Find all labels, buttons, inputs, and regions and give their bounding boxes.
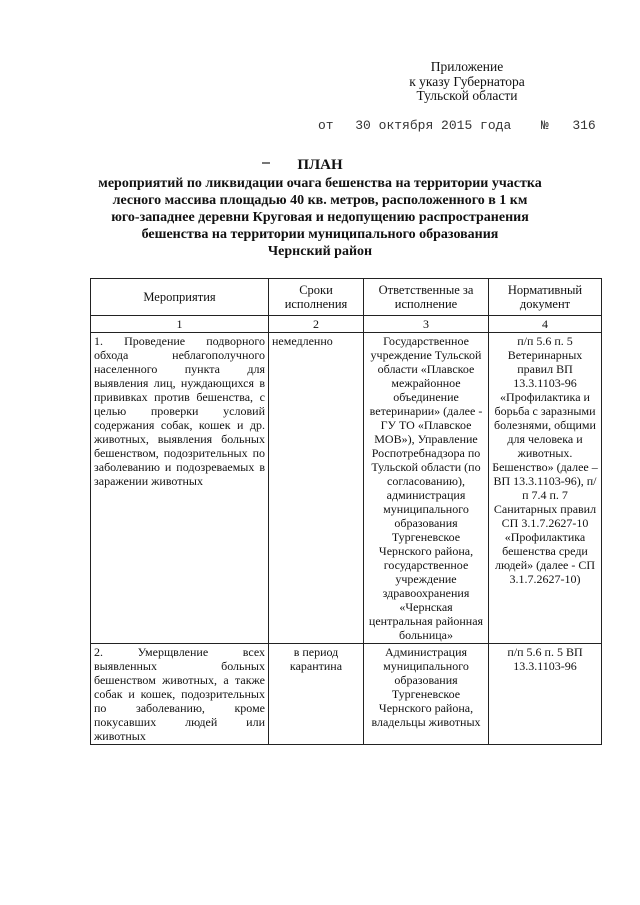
column-number: 3 bbox=[364, 316, 489, 333]
term-cell: немедленно bbox=[269, 333, 364, 644]
column-number: 2 bbox=[269, 316, 364, 333]
order-prefix: от bbox=[318, 118, 334, 133]
term-cell: в период карантина bbox=[269, 644, 364, 745]
measure-cell: 1. Проведение подворного обхода неблагополучного населенного пункта для выявления лиц, нуждающихся в прививках против бешенства, с целью проверки условий содержания собак, кошек и др. животных, выявления больных бешенством, подозрительных по заболеванию и подозреваемых в заражении животных bbox=[91, 333, 269, 644]
table-row bbox=[91, 644, 602, 745]
title-line-4: бешенства на территории муниципального образования bbox=[141, 227, 499, 242]
appendix-line-1: Приложение bbox=[430, 59, 504, 74]
title-line-5: Чернский район bbox=[267, 244, 373, 259]
table-header-row bbox=[91, 279, 602, 316]
appendix-block bbox=[372, 60, 562, 104]
responsible-cell: Государственное учреждение Тульской области «Плавское межрайонное объединение ветеринарии» (далее - ГУ ТО «Плавское МОВ»), Управление Роспотребнадзора по Тульской области (по согласованию), администрация муниципального образования Тургеневское Чернского района, государственное учреждение здравоохранения «Чернская центральная районная больница» bbox=[364, 333, 489, 644]
header-document: Нормативный документ bbox=[489, 279, 602, 316]
order-reference bbox=[318, 118, 596, 133]
document-cell: п/п 5.6 п. 5 ВП 13.3.1103-96 bbox=[489, 644, 602, 745]
document-cell: п/п 5.6 п. 5 Ветеринарных правил ВП 13.3.1103-96 «Профилактика и борьба с заразными болезнями, общими для человека и животных. Бешенство» (далее – ВП 13.3.1103-96), п/п 7.4 п. 7 Санитарных правил СП 3.1.7.2627-10 «Профилактика бешенства среди людей» (далее - СП 3.1.7.2627-10) bbox=[489, 333, 602, 644]
measure-cell: 2. Умерщвление всех выявленных больных бешенством животных, а также собак и кошек, подозрительных по заболеванию, кроме покусавших людей или животных bbox=[91, 644, 269, 745]
appendix-line-2: к указу Губернатора bbox=[409, 73, 525, 89]
header-terms: Сроки исполнения bbox=[269, 279, 364, 316]
responsible-cell: Администрация муниципального образования Тургеневское Чернского района, владельцы животных bbox=[364, 644, 489, 745]
table-number-row bbox=[91, 316, 602, 333]
column-number: 4 bbox=[489, 316, 602, 333]
appendix-line-3: Тульской области bbox=[416, 88, 518, 103]
header-measures: Мероприятия bbox=[91, 279, 269, 316]
header-responsible: Ответственные за исполнение bbox=[364, 279, 489, 316]
document-title bbox=[70, 157, 570, 260]
table-row bbox=[91, 333, 602, 644]
order-date: 30 октября 2015 года bbox=[355, 118, 512, 133]
order-number-label: № bbox=[540, 118, 549, 133]
title-line-1: мероприятий по ликвидации очага бешенства на территории участка bbox=[98, 176, 542, 191]
order-number: 316 bbox=[572, 118, 596, 133]
title-line-3: юго-западнее деревни Круговая и недопущению распространения bbox=[111, 210, 529, 225]
column-number: 1 bbox=[91, 316, 269, 333]
title-line-2: лесного массива площадью 40 кв. метров, расположенного в 1 км bbox=[112, 193, 528, 208]
plan-table bbox=[90, 278, 602, 745]
title-plan: ПЛАН bbox=[297, 157, 343, 173]
